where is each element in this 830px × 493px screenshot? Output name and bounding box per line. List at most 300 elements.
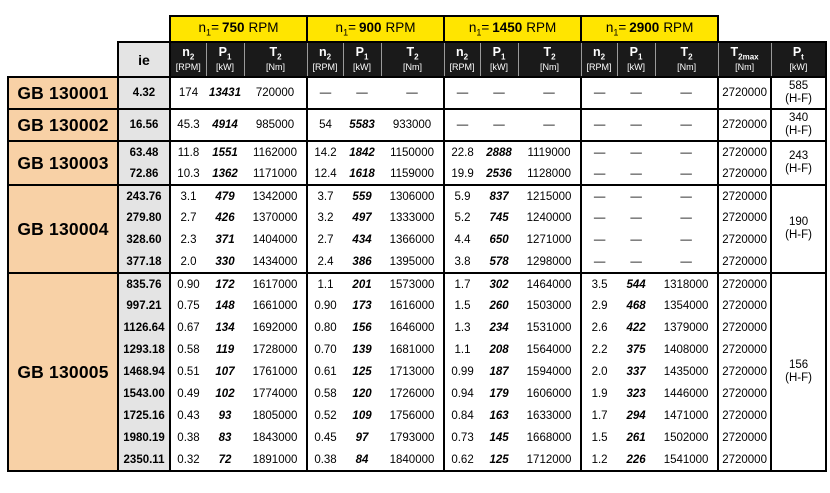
rpm-group-header-1450: [444, 16, 581, 42]
n2-cell: —: [444, 77, 480, 109]
t2-cell: 1805000: [252, 410, 298, 422]
symbol-subscript: 2: [326, 52, 332, 62]
t2-cell: 1150000: [381, 141, 444, 163]
n2-cell: 0.94: [444, 383, 480, 405]
rpm-unit: RPM: [526, 20, 557, 36]
p1-cell: 84: [343, 449, 381, 471]
symbol-letter: T: [730, 45, 739, 60]
symbol-subscript: 2: [414, 52, 419, 62]
p1-cell: 179: [489, 388, 509, 400]
p1-cell: 371: [215, 234, 235, 246]
column-unit: [Nm]: [403, 62, 423, 73]
t2-cell: 1215000: [518, 185, 581, 207]
p1-cell: 97: [355, 432, 369, 444]
p1-cell: 650: [489, 234, 509, 246]
t2max-cell: 2720000: [718, 77, 771, 109]
data-row: [8, 405, 826, 427]
n2-cell: 11.8: [170, 141, 206, 163]
symbol-letter: T: [543, 45, 552, 60]
t2-cell: 1793000: [389, 432, 435, 444]
p1-cell: —: [480, 109, 518, 141]
data-row: [8, 339, 826, 361]
rpm-value: 2900: [629, 20, 660, 36]
n2-cell: 12.4: [307, 163, 343, 185]
p1-cell: 148: [215, 300, 235, 312]
n2-cell: —: [581, 185, 617, 207]
t2-cell: 1616000: [389, 300, 435, 312]
n2-cell: 2.0: [170, 251, 206, 273]
pt-note: (H-F): [785, 229, 812, 241]
p1-cell: 330: [215, 255, 235, 268]
n2-cell: 2.3: [170, 229, 206, 251]
column-unit: [kW]: [216, 62, 234, 73]
column-unit: [Nm]: [540, 62, 560, 73]
n2-cell: 0.49: [170, 383, 206, 405]
p1-cell: 172: [206, 273, 244, 295]
rpm-symbol: n: [468, 20, 477, 36]
p1-cell: 5583: [343, 109, 381, 141]
p1-cell: 109: [352, 410, 372, 422]
t2-cell: 1271000: [526, 234, 572, 246]
rpm-symbol: n: [605, 20, 614, 36]
data-row: [8, 383, 826, 405]
symbol-subscript: 2: [277, 52, 282, 62]
p1-cell: —: [630, 212, 642, 224]
rpm-unit: RPM: [248, 20, 279, 36]
p1-cell: 72: [206, 449, 244, 471]
t2max-cell: 2720000: [718, 383, 771, 405]
data-row: [8, 273, 826, 295]
n2-cell: 174: [170, 77, 206, 109]
ie-cell: 63.48: [118, 141, 170, 163]
p1-cell: 93: [218, 410, 232, 422]
t2-cell: 1761000: [252, 366, 298, 378]
data-row: [8, 77, 826, 109]
column-unit: [Nm]: [735, 62, 755, 73]
p1-cell: 745: [489, 212, 509, 224]
pt-cell: [771, 109, 826, 141]
column-unit: [RPM]: [175, 62, 201, 73]
p1-cell: 544: [617, 273, 655, 295]
t2max-cell: 2720000: [718, 251, 771, 273]
symbol-letter: T: [406, 45, 415, 60]
rpm-equals: =: [211, 20, 219, 36]
n2-cell: —: [581, 109, 617, 141]
column-unit: [kW]: [627, 62, 646, 73]
column-unit: [RPM]: [449, 62, 475, 73]
symbol-subscript: 2: [189, 52, 195, 62]
p1-cell: —: [617, 109, 655, 141]
t2-cell: 1541000: [655, 449, 718, 471]
symbol-letter: P: [218, 45, 227, 60]
t2-cell: 1435000: [663, 366, 709, 378]
data-row: [8, 449, 826, 471]
t2-cell: 1531000: [526, 322, 572, 334]
n2-cell: 1.5: [581, 427, 617, 449]
n2-cell: 0.75: [170, 295, 206, 317]
n2-cell: 0.90: [307, 295, 343, 317]
t2-cell: 1354000: [663, 300, 709, 312]
column-symbol: [245, 44, 307, 62]
t2-cell: 1840000: [381, 449, 444, 471]
t2-cell: 1119000: [518, 141, 581, 163]
p1-cell: —: [630, 167, 642, 180]
n2-cell: 0.58: [307, 383, 343, 405]
t2-cell: 1434000: [252, 255, 298, 268]
p1-cell: 497: [352, 212, 372, 224]
pt-cell: [771, 273, 826, 471]
p1-cell: 139: [352, 344, 372, 356]
p1-cell: 386: [352, 255, 372, 268]
ie-cell: 2350.11: [118, 449, 170, 471]
n2-cell: 19.9: [444, 163, 480, 185]
t2-cell: —: [680, 255, 692, 268]
rpm-symbol-sub: 1: [613, 27, 619, 38]
n2-cell: 1.3: [444, 317, 480, 339]
t2max-cell: 2720000: [718, 405, 771, 427]
t2-cell: —: [680, 234, 692, 246]
pt-note: (H-F): [785, 372, 812, 384]
p1-cell: 119: [215, 344, 235, 356]
p1-cell: 426: [215, 212, 235, 224]
t2max-cell: 2720000: [718, 361, 771, 383]
symbol-subscript: t: [801, 52, 804, 62]
column-unit: [kW]: [490, 62, 509, 73]
p1-cell: 375: [626, 344, 646, 356]
pt-note: (H-F): [785, 93, 812, 105]
pt-value: 156: [789, 358, 809, 371]
ie-cell: 4.32: [118, 77, 170, 109]
t2max-cell: 2720000: [718, 141, 771, 163]
n2-cell: 5.9: [444, 185, 480, 207]
n2-cell: 5.2: [444, 207, 480, 229]
n2-cell: 0.43: [170, 405, 206, 427]
n2-cell: 1.5: [444, 295, 480, 317]
n2-cell: 0.73: [444, 427, 480, 449]
p1-cell: 302: [480, 273, 518, 295]
t2-cell: 1306000: [381, 185, 444, 207]
p1-cell: 837: [480, 185, 518, 207]
column-symbol: [618, 44, 655, 62]
t2-cell: 1681000: [389, 344, 435, 356]
data-row: [8, 141, 826, 163]
n2-cell: —: [581, 141, 617, 163]
symbol-letter: n: [593, 45, 601, 60]
t2max-cell: 2720000: [718, 109, 771, 141]
rpm-value: 1450: [492, 20, 523, 36]
n2-cell: —: [581, 207, 617, 229]
p1-cell: 156: [352, 322, 372, 334]
p1-cell: 107: [215, 366, 235, 378]
t2max-cell: 2720000: [718, 229, 771, 251]
rpm-unit: RPM: [385, 20, 416, 36]
n2-cell: 3.2: [307, 207, 343, 229]
n2-cell: —: [444, 109, 480, 141]
rpm-equals: =: [618, 20, 627, 36]
p1-cell: 1362: [212, 167, 238, 180]
data-row: [8, 207, 826, 229]
t2-cell: —: [381, 77, 444, 109]
n2-cell: 1.2: [581, 449, 617, 471]
pt-note: (H-F): [785, 125, 812, 137]
column-symbol: [582, 44, 617, 62]
model-cell: GB 130003: [8, 141, 118, 185]
p1-cell: 323: [626, 388, 646, 400]
pt-cell: [771, 141, 826, 185]
t2-cell: 1370000: [252, 212, 298, 224]
t2-cell: 1446000: [663, 388, 709, 400]
pt-column-header: [771, 42, 826, 77]
p1-cell: 479: [206, 185, 244, 207]
t2max-cell: 2720000: [718, 427, 771, 449]
n2-cell: —: [581, 229, 617, 251]
t2-cell: 720000: [244, 77, 307, 109]
t2max-cell: 2720000: [718, 449, 771, 471]
model-cell: GB 130001: [8, 77, 118, 109]
p1-cell: 4914: [206, 109, 244, 141]
t2-column-header: [655, 42, 718, 77]
p1-cell: 559: [343, 185, 381, 207]
column-symbol: [445, 44, 480, 62]
column-symbol: [519, 44, 581, 62]
p1-cell: 2888: [480, 141, 518, 163]
symbol-subscript: 1: [363, 52, 369, 62]
t2-cell: 1712000: [518, 449, 581, 471]
ie-cell: 16.56: [118, 109, 170, 141]
column-unit: [RPM]: [312, 62, 338, 73]
symbol-letter: T: [269, 45, 278, 60]
p1-cell: 226: [617, 449, 655, 471]
n2-cell: 3.1: [170, 185, 206, 207]
n2-cell: 0.90: [170, 273, 206, 295]
n2-column-header: [170, 42, 206, 77]
n2-cell: 0.67: [170, 317, 206, 339]
symbol-subscript: 2: [600, 52, 606, 62]
p1-cell: 13431: [206, 77, 244, 109]
p1-cell: —: [343, 77, 381, 109]
t2-column-header: [244, 42, 307, 77]
p1-cell: 434: [352, 234, 372, 246]
rpm-value: 900: [358, 20, 382, 36]
t2-cell: 1408000: [663, 344, 709, 356]
t2-cell: 1774000: [252, 388, 298, 400]
n2-cell: 3.5: [581, 273, 617, 295]
t2-cell: 1240000: [526, 212, 572, 224]
p1-cell: 2536: [486, 167, 512, 180]
t2-cell: —: [518, 77, 581, 109]
n2-cell: 1.7: [581, 405, 617, 427]
p1-cell: 337: [626, 366, 646, 378]
t2-cell: 1318000: [655, 273, 718, 295]
header-spacer-right: [718, 16, 826, 42]
ie-cell: 243.76: [118, 185, 170, 207]
t2-cell: 1891000: [244, 449, 307, 471]
t2max-cell: 2720000: [718, 295, 771, 317]
n2-cell: 1.1: [307, 273, 343, 295]
t2-cell: 1633000: [526, 410, 572, 422]
n2-cell: 0.80: [307, 317, 343, 339]
model-cell: GB 130002: [8, 109, 118, 141]
n2-cell: 0.62: [444, 449, 480, 471]
p1-cell: 125: [480, 449, 518, 471]
n2-cell: 2.0: [581, 361, 617, 383]
p1-cell: 163: [489, 410, 509, 422]
p1-cell: 422: [626, 322, 646, 334]
t2-cell: 1573000: [381, 273, 444, 295]
symbol-letter: P: [355, 45, 364, 60]
t2-cell: 1342000: [244, 185, 307, 207]
p1-cell: 187: [489, 366, 509, 378]
t2-cell: 1594000: [526, 366, 572, 378]
symbol-subscript: 1: [500, 52, 506, 62]
p1-column-header: [343, 42, 381, 77]
n2-cell: 0.32: [170, 449, 206, 471]
rpm-symbol: n: [335, 20, 344, 36]
t2max-cell: 2720000: [718, 273, 771, 295]
t2-cell: 1502000: [663, 432, 709, 444]
t2max-cell: 2720000: [718, 339, 771, 361]
data-row: [8, 251, 826, 273]
symbol-letter: P: [792, 45, 802, 60]
p1-cell: 173: [352, 300, 372, 312]
model-cell: GB 130004: [8, 185, 118, 273]
p1-cell: 260: [489, 300, 509, 312]
rpm-value: 750: [221, 20, 245, 36]
ie-cell: 1468.94: [118, 361, 170, 383]
n2-cell: 0.52: [307, 405, 343, 427]
p1-column-header: [617, 42, 655, 77]
t2-cell: 1617000: [244, 273, 307, 295]
model-column-spacer: [8, 42, 118, 77]
rpm-group-header-750: [170, 16, 307, 42]
p1-cell: —: [480, 77, 518, 109]
t2-cell: 1756000: [389, 410, 435, 422]
data-row: [8, 185, 826, 207]
rpm-equals: =: [348, 20, 356, 36]
pt-value: 243: [789, 149, 809, 162]
symbol-subscript: 2: [463, 52, 469, 62]
data-row: [8, 427, 826, 449]
n2-column-header: [307, 42, 343, 77]
pt-cell: [771, 77, 826, 109]
column-header-row: [8, 42, 826, 77]
p1-column-header: [206, 42, 244, 77]
rpm-symbol-sub: 1: [343, 27, 349, 38]
header-spacer-left: [8, 16, 170, 42]
p1-cell: 145: [489, 432, 509, 444]
data-row: [8, 295, 826, 317]
gear-unit-ratings-table: [7, 15, 827, 472]
t2-cell: 1646000: [389, 322, 435, 334]
n2-cell: 2.7: [307, 229, 343, 251]
t2-cell: 1404000: [252, 234, 298, 246]
n2-cell: 0.45: [307, 427, 343, 449]
column-symbol: [719, 44, 771, 62]
t2-cell: —: [655, 141, 718, 163]
t2max-cell: 2720000: [718, 185, 771, 207]
pt-value: 340: [789, 111, 809, 124]
column-unit: [Nm]: [266, 62, 285, 73]
t2max-column-header: [718, 42, 771, 77]
n2-cell: —: [581, 251, 617, 273]
t2-cell: —: [655, 185, 718, 207]
t2-cell: 1726000: [389, 388, 435, 400]
p1-cell: 294: [626, 410, 646, 422]
t2max-cell: 2720000: [718, 207, 771, 229]
n2-cell: 2.2: [581, 339, 617, 361]
t2-cell: 1366000: [389, 234, 435, 246]
model-cell: GB 130005: [8, 273, 118, 471]
p1-cell: —: [617, 77, 655, 109]
ie-cell: 1980.19: [118, 427, 170, 449]
column-symbol: [207, 44, 244, 62]
p1-cell: 1842: [343, 141, 381, 163]
t2-cell: 933000: [381, 109, 444, 141]
symbol-letter: n: [455, 45, 464, 60]
t2-cell: 1606000: [526, 388, 572, 400]
t2-cell: 1668000: [526, 432, 572, 444]
n2-column-header: [444, 42, 480, 77]
p1-cell: 208: [489, 344, 509, 356]
rpm-symbol-sub: 1: [206, 27, 212, 38]
n2-cell: 0.38: [307, 449, 343, 471]
column-symbol: [171, 44, 206, 62]
rpm-unit: RPM: [663, 20, 694, 36]
symbol-letter: T: [680, 45, 689, 60]
ie-column-header: ie: [118, 42, 170, 77]
p1-cell: —: [630, 234, 642, 246]
symbol-subscript: 1: [638, 52, 643, 62]
ie-cell: 328.60: [118, 229, 170, 251]
t2max-cell: 2720000: [718, 163, 771, 185]
rpm-group-header-900: [307, 16, 444, 42]
t2-cell: —: [680, 212, 692, 224]
p1-cell: 201: [343, 273, 381, 295]
n2-cell: 54: [307, 109, 343, 141]
data-row: [8, 229, 826, 251]
ie-cell: 1725.16: [118, 405, 170, 427]
t2-cell: —: [518, 109, 581, 141]
column-symbol: [344, 44, 381, 62]
n2-cell: —: [581, 77, 617, 109]
ie-cell: 72.86: [118, 163, 170, 185]
data-row: [8, 163, 826, 185]
ie-cell: 377.18: [118, 251, 170, 273]
p1-cell: 102: [215, 388, 235, 400]
p1-cell: —: [617, 141, 655, 163]
n2-cell: 10.3: [170, 163, 206, 185]
p1-cell: —: [630, 255, 642, 268]
ie-cell: 997.21: [118, 295, 170, 317]
symbol-subscript: 2max: [738, 52, 759, 62]
symbol-subscript: 2: [551, 52, 556, 62]
column-symbol: [656, 44, 718, 62]
n2-cell: 2.6: [581, 317, 617, 339]
n2-cell: 3.7: [307, 185, 343, 207]
t2-cell: 1171000: [253, 167, 297, 180]
n2-cell: 22.8: [444, 141, 480, 163]
n2-cell: 0.84: [444, 405, 480, 427]
t2-cell: 1503000: [526, 300, 572, 312]
n2-cell: 0.51: [170, 361, 206, 383]
t2-cell: —: [680, 167, 692, 180]
data-row: [8, 109, 826, 141]
rpm-band-row: [8, 16, 826, 42]
t2-cell: 1379000: [663, 322, 709, 334]
p1-cell: 83: [218, 432, 232, 444]
t2-cell: 1661000: [252, 300, 298, 312]
symbol-letter: n: [182, 45, 190, 60]
